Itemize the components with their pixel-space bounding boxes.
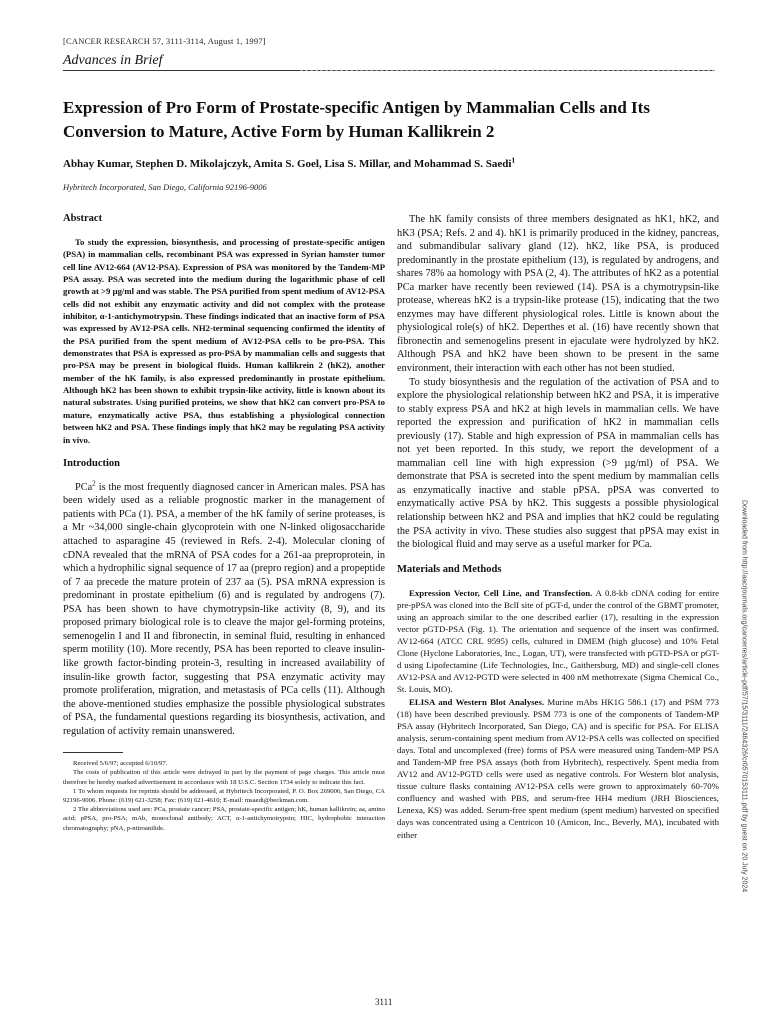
footnote-rule: [63, 752, 123, 753]
introduction-lead: PCa: [75, 481, 93, 493]
footnote-received: Received 5/6/97; accepted 6/10/97.: [73, 760, 168, 768]
page-number: 3111: [375, 997, 393, 1007]
study-aim-paragraph: To study biosynthesis and the regulation of the activation of PSA and to explore the physiological relationship between hK2 and PSA, it is imperative to stably express PSA and hK2 at high levels in mammalian cells. We have reported the expression and purification of hK2 in mammalian cells previously (17). Stable and high expression of PSA in mammalian cells has not yet been reported. In this study, we report the development of a mammalian cell line with high expression (>9 µg/ml) of PSA. We demonstrate that PSA is secreted into the spent medium by mammalian cells as enzymatically inactive and stable pPSA. pPSA was converted to enzymatically active PSA by hK2. This suggests a possible physiological relationship between hK2 and PSA and implies that hK2 could be regulating the PSA activity in vivo. These studies also suggest that pPSA may exist in the biological fluid and may serve as a useful marker for PCa.: [397, 376, 719, 551]
methods-elisa-lead: ELISA and Western Blot Analyses.: [409, 696, 545, 707]
methods-expression-text: A 0.8-kb cDNA coding for entire pre-pPSA was cloned into the BclI site of pGT-d, under the control of the GBMT promoter, using an approach similar to the one described earlier (17), resulting in the expression vector pGTD-PSA (Fig. 1). The orientation and sequence of the insert was confirmed. AV12-664 (ATCC CRL 9595) cells, cultured in DMEM (high glucose) and 10% Fetal Clone (Hyclone Laboratories, Inc., Logan, UT), were transfected with pGTD-PSA or pGT-d using Lipofectamine (Life Technologies, Inc., Gaithersburg, MD) and single-cell clones AV12-PSA and AV12-PGTD were selected in 400 nM methotrexate (Sigma Chemical Co., St. Louis, MO).: [397, 587, 719, 695]
methods-elisa-paragraph: [397, 696, 719, 841]
header-rule-dashed: [300, 70, 715, 71]
hk-family-paragraph: The hK family consists of three members designated as hK1, hK2, and hK3 (PSA; Refs. 2 and 4). hK1 is primarily produced in the kidney, pancreas, and submandibular salivary gland (12). hK2, like PSA, is produced predominantly in the prostate epithelium (13), is regulated by androgens, and shares 78% aa homology with PSA (2, 4). The attributes of hK2 as a potential PCa marker have recently been reviewed (14). PSA is a chymotrypsin-like protease, whereas hK2 is a trypsin-like protease (15), indicating that the two enzymes may have different physiological roles. Little is known about the physiological role(s) of hK2. Deperthes et al. (16) have recently shown that fibronectin and semenogelins present in ejaculate were hydrolyzed by hK2. Although PSA and hK2 have been shown to be present in the same environment, their interaction with each other has not been studied.: [397, 214, 719, 375]
methods-expression-paragraph: [397, 587, 719, 696]
introduction-heading: Introduction: [63, 457, 120, 469]
methods-elisa-text: Murine mAbs HK1G 586.1 (17) and PSM 773 (18) have been described previously. PSM 773 is one of the components of Tandem-MP PSA assay (Hybritech Incorporated, San Diego, CA) and is specific for PSA. For ELISA analysis, serum-containing spent medium from AV12-PSA cells was collected on specified days. Total and uncomplexed (free) forms of PSA were measured using Tandem-MP PSA and Tandem-MP free PSA assays (both from Hybritech), respectively. Spent media from AV12 and AV12-PGTD cells were used as negative controls. For Western blot analysis, tissue culture flasks containing AV12-PSA cells were grown to approximately 60-70% confluency and washed with PBS, and serum-free HH4 medium (JRH Biosciences, Lenexa, KS) was added. Serum-free spent medium (spent medium) harvested on specified days was concentrated using a Centricon 10 (Amicon, Inc., Beverly, MA), incubated with either: [397, 696, 719, 840]
article-title: Expression of Pro Form of Prostate-specific Antigen by Mammalian Cells and Its Conversion to Mature, Active Form by Human Kallikrein 2: [63, 98, 650, 141]
running-head: [CANCER RESEARCH 57, 3111-3114, August 1, 1997]: [63, 36, 266, 46]
footnote-abbreviations: 2 The abbreviations used are: PCa, prostate cancer; PSA, prostate-specific antigen; hK, human kallikrein; aa, amino acid; pPSA, pro-PSA; mAb, monoclonal antibody; ACT, α-1-antichymotrypsin; HIC, hydrophobic interaction chromatography; pNA, p-nitroanilide.: [63, 806, 385, 832]
abstract-heading: Abstract: [63, 213, 103, 224]
section-label: Advances in Brief: [63, 53, 163, 68]
methods-expression-lead: Expression Vector, Cell Line, and Transfection.: [409, 587, 593, 598]
author-list: [63, 155, 723, 170]
abstract-text: To study the expression, biosynthesis, and processing of prostate-specific antigen (PSA) in mammalian cells, recombinant PSA was expressed in Syrian hamster tumor cell line AV12-664 (AV12-PSA). Expression of PSA was monitored by the Tandem-MP PSA assay. PSA was secreted into the medium during the logarithmic phase of cell growth at >9 µg/ml and was stable. The PSA purified from spent medium of AV12-PSA cells did not exhibit any enzymatic activity and did not complex with the protease inhibitor, α-1-antichymotrypsin. These findings indicated that an inactive form of PSA was expressed by AV12-PSA cells. NH2-terminal sequencing confirmed the identity of the PSA purified from the spent medium of AV12-PSA cells to be pro-PSA. This demonstrates that PSA is expressed as pro-PSA by mammalian cells and suggests that pro-PSA may be present in biological fluids. Human kallikrein 2 (hK2), another member of the hK family, is also expressed predominantly in prostate epithelium. Although hK2 has been shown to exhibit trypsin-like activity, little is known about its natural substrates. Using purified proteins, we show that hK2 can convert pro-PSA to mature, enzymatically active PSA, thus establishing a physiological connection between hK2 and PSA. These findings imply that hK2 may be regulating PSA activity in vivo.: [63, 237, 385, 445]
introduction-body: is the most frequently diagnosed cancer in American males. PSA has been widely used as a reliable prognostic marker in the management of patients with PCa (1). PSA, a member of the hK family of serine proteases, is a Mr ~34,000 single-chain glycoprotein with one N-linked oligosaccharide attached to asparagine 45 (reviewed in Refs. 2-4). Molecular cloning of cDNA revealed that the mRNA of PSA codes for a 261-aa preproprotein, in which a hydrophilic signal sequence of 17 aa (prepro region) and a propeptide of 7 aa precede the mature protein of 237 aa (5). PSA mRNA expression is predominant in prostate epithelium (6) and is regulated by androgens (7). PSA has been shown to have chymotrypsin-like activity (8, 9), and its proposed primary biological role is to cleave the major gel-forming proteins, semenogelin I and II and fibronectin, in seminal fluid, resulting in enhanced sperm motility (10). More recently, PSA has been reported to cleave insulin-like growth factor-binding protein-3, resulting in increased availability of insulin-like growth factor, suggesting that PSA enzymatic activity may promote proliferation, migration, and metastasis of PCa cells (11). Although the above-mentioned studies emphasize the possible physiological substrates of PSA, the fundamental questions regarding its biosynthesis, activation, and regulation of activity remain unanswered.: [63, 481, 385, 737]
introduction-text: [63, 481, 385, 738]
author-names: Abhay Kumar, Stephen D. Mikolajczyk, Amita S. Goel, Lisa S. Millar, and Mohammad S. Saedi: [63, 158, 512, 170]
left-column: [63, 213, 385, 833]
right-column: [397, 213, 719, 841]
footnote-reprints: 1 To whom requests for reprints should be addressed, at Hybritech Incorporated, P. O. Box 269006, San Diego, CA 92196-9006. Phone: (619) 621-3258; Fax: (619) 621-4610; E-mail: msaedi@beckman.com.: [63, 787, 385, 805]
author-footnote-mark: 1: [511, 155, 516, 165]
methods-heading: Materials and Methods: [397, 563, 502, 575]
introduction-footnote-mark: 2: [92, 479, 96, 488]
footnote-costs: The costs of publication of this article were defrayed in part by the payment of page charges. This article must therefore be hereby marked advertisement in accordance with 18 U.S.C. Section 1734 solely to indicate this fact.: [63, 769, 385, 786]
affiliation: Hybritech Incorporated, San Diego, California 92196-9006: [63, 182, 267, 192]
